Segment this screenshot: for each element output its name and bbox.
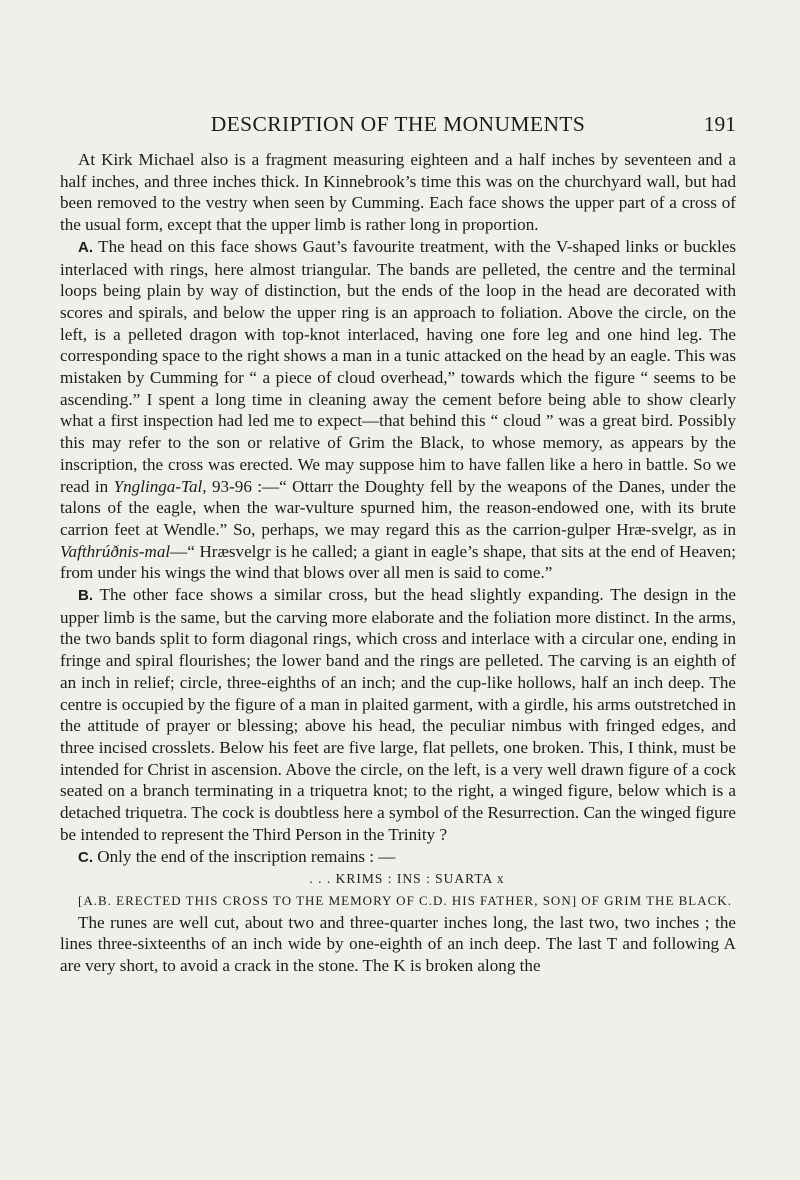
- paragraph-face-c: [60, 846, 736, 869]
- running-title: DESCRIPTION OF THE MONUMENTS: [210, 112, 586, 136]
- section-label-c: C.: [78, 848, 93, 866]
- paragraph-face-a: [60, 236, 736, 584]
- paragraph-b-text: The other face shows a similar cross, but the head slightly expanding. The design in the upper limb is the same, but the carving more elaborate and the foliation more distinct. In the arms, the two bands split to form diagonal rings, which cross and interlace with a circular one, ending in fringe and spiral flourishes; the lower band and the rings are pelleted. The carving is an eighth of an inch in relief; circle, three-eighths of an inch; and the cup-like hollows, half an inch deep. The centre is occupied by the figure of a man in plaited garment, with a girdle, his arms outstretched in the attitude of prayer or blessing; above his head, the peculiar nimbus with fringed edges, and three incised crosslets. Below his feet are five large, flat pellets, one broken. This, I think, must be intended for Christ in ascension. Above the circle, on the left, is a very well drawn figure of a cock seated on a branch terminating in a triquetra knot; to the right, a winged figure, below which is a detached triquetra. The cock is doubtless here a symbol of the Resurrection. Can the winged figure be intended to represent the Third Person in the Trinity ?: [60, 585, 736, 844]
- paragraph-runes-description: The runes are well cut, about two and three-quarter inches long, the last two, two inches ; the lines three-sixteenths of an inch wide by one-eighth of an inch deep. The last T and following A are very short, to avoid a crack in the stone. The K is broken along the: [60, 912, 736, 976]
- paragraph-a-text-3: —“ Hræsvelgr is he called; a giant in eagle’s shape, that sits at the end of Heaven; from under his wings the wind that blows over all men is said to come.”: [60, 541, 736, 583]
- inscription-translation: [A.B. ERECTED THIS CROSS TO THE MEMORY OF C.D. HIS FATHER, SON] OF GRIM THE BLACK.: [78, 892, 732, 908]
- body-text: [60, 149, 736, 977]
- section-label-b: B.: [78, 587, 93, 605]
- paragraph-face-b: [60, 584, 736, 845]
- page-header: [60, 112, 736, 142]
- paragraph-intro: At Kirk Michael also is a fragment measuring eighteen and a half inches by seventeen and a half inches, and three inches thick. In Kinnebrook’s time this was on the churchyard wall, but had been removed to the vestry when seen by Cumming. Each face shows the upper part of a cross of the usual form, except that the upper limb is rather long in proportion.: [60, 150, 736, 235]
- paragraph-a-text-1: The head on this face shows Gaut’s favourite treatment, with the V-shaped links or buckles interlaced with rings, here almost triangular. The bands are pelleted, the centre and the terminal loops being plain by way of distinction, but the ends of the loop in the head are decorated with scores and spirals, and below the upper ring is an approach to foliation. Above the circle, on the left, is a pelleted dragon with top-knot interlaced, having one fore leg and one hind leg. The corresponding space to the right shows a man in a tunic attacked on the head by an eagle. This was mistaken by Cumming for “ a piece of cloud overhead,” towards which the figure “ seems to be ascending.” I spent a long time in cleaning away the cement before being able to show clearly what a first inspection had led me to expect—that behind this “ cloud ” was a great bird. Possibly this may refer to the son or relative of Grim the Black, to whose memory, as appears by the inscription, the cross was erected. We may suppose him to have fallen like a hero in battle. So we read in: [60, 236, 736, 496]
- runic-inscription: . . . KRIMS : INS : SUARTA x: [309, 871, 505, 887]
- paragraph-a-text-2: 93-96 :—“ Ottarr the Doughty fell by the weapons of the Danes, under the talons of the eagle, when the war-vulture spurned him, the reason-endowed one, with its brute carrion feet at Wendle.” So, perhaps, we may regard this as the carrion-gulper Hræ-svelgr, as in: [60, 476, 736, 539]
- title-ynglinga-tal: Ynglinga-Tal,: [113, 476, 207, 496]
- section-label-a: A.: [78, 238, 93, 256]
- paragraph-c-text: Only the end of the inscription remains : —: [93, 846, 396, 866]
- title-vafthrudnis-mal: Vafthrúðnis-mal: [60, 541, 171, 561]
- page-number: 191: [703, 112, 736, 136]
